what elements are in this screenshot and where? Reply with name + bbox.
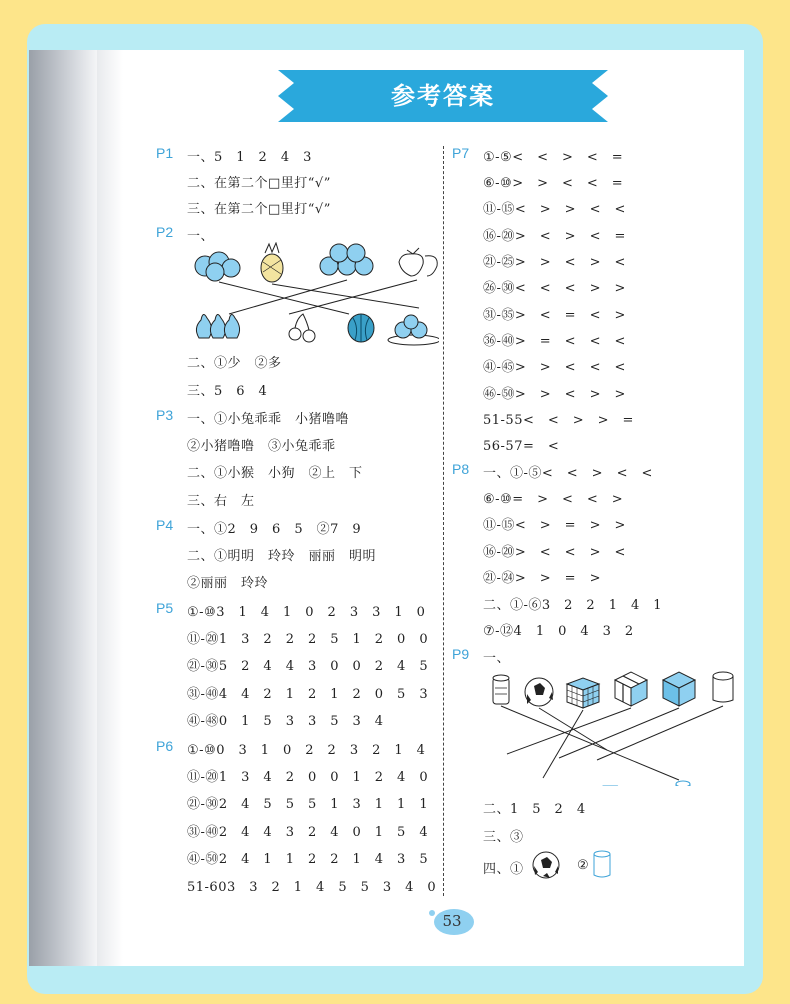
book-spine-highlight (97, 50, 123, 966)
answer-line: ㊻-㊿> > < > > (483, 387, 626, 402)
answer-line: 51-603 3 2 1 4 5 5 3 4 0 (187, 880, 437, 895)
section-label-p6: P6 (156, 738, 174, 754)
answer-line: ㊶-㊺> > < < < (483, 360, 626, 375)
answer-line: 56-57= < (483, 439, 560, 454)
answer-line: ⑥-⑩= > < < > (483, 492, 624, 507)
title-banner (278, 70, 608, 122)
answer-line: ⑥-⑩> > < < = (483, 176, 624, 191)
section-label-p3: P3 (156, 407, 174, 423)
answer-line: ⑯-⑳> < < > < (483, 545, 626, 560)
answer-line: ㊶-㊽0 1 5 3 3 5 3 4 (187, 714, 384, 729)
answer-line: ㉛-㊵4 4 2 1 2 1 2 0 5 3 (187, 687, 429, 702)
answer-line: ㉑-㉚5 2 4 4 3 0 0 2 4 5 (187, 659, 429, 674)
answer-line: ⑪-⑳1 3 4 2 0 0 1 2 4 0 (187, 770, 429, 785)
answer-line: 二、①-⑥3 2 2 1 4 1 (483, 598, 663, 613)
answer-line: 二、①小猴 小狗 ②上 下 (187, 466, 363, 481)
fruit-matching-illustration (189, 242, 439, 346)
answer-line: ②小猪噜噜 ③小兔乖乖 (187, 439, 336, 454)
answer-line: ⑪-⑮< > > < < (483, 202, 626, 217)
section-label-p5: P5 (156, 600, 174, 616)
page-title: 参考答案 (391, 82, 495, 110)
section-label-p8: P8 (452, 461, 470, 477)
football-icon (531, 850, 561, 880)
answer-line: 一、 (483, 651, 511, 666)
answer-line: 三、在第二个□里打“√” (187, 202, 331, 217)
answer-line: ㉖-㉚< < < > > (483, 281, 626, 296)
answer-line: 四、① (483, 862, 524, 877)
answer-line: 二、①少 ②多 (187, 356, 282, 371)
answer-line: ①-⑩0 3 1 0 2 2 3 2 1 4 (187, 743, 426, 758)
section-label-p1: P1 (156, 145, 174, 161)
column-divider (443, 146, 444, 896)
section-label-p9: P9 (452, 646, 470, 662)
answer-line: ⑪-⑮< > = > > (483, 518, 626, 533)
answer-line: ㉑-㉚2 4 5 5 5 1 3 1 1 1 (187, 797, 429, 812)
answer-line: ②丽丽 玲玲 (187, 576, 269, 591)
answer-line: ㊱-㊵> = < < < (483, 334, 626, 349)
answer-line: 一、①-⑤< < > < < (483, 466, 653, 481)
answer-line: ㉑-㉕> > < > < (483, 255, 626, 270)
answer-line: ㊶-㊿2 4 1 1 2 2 1 4 3 5 (187, 852, 429, 867)
answer-line: 二、①明明 玲玲 丽丽 明明 (187, 549, 377, 564)
answer-line: 三、5 6 4 (187, 384, 268, 399)
section-label-p4: P4 (156, 517, 174, 533)
book-spine-shadow (29, 50, 97, 966)
answer-line: ⑦-⑫4 1 0 4 3 2 (483, 624, 634, 639)
book-page (29, 50, 744, 966)
answer-line: ② (577, 858, 590, 873)
answer-line: 一、5 1 2 4 3 (187, 150, 312, 165)
answer-line: 一、①2 9 6 5 ②7 9 (187, 522, 362, 537)
answer-line: 二、在第二个□里打“√” (187, 176, 331, 191)
answer-line: ①-⑤< < > < = (483, 150, 624, 165)
answer-line: ①-⑩3 1 4 1 0 2 3 3 1 0 (187, 605, 426, 620)
answer-line: 三、③ (483, 830, 524, 845)
section-label-p7: P7 (452, 145, 470, 161)
section-label-p2: P2 (156, 224, 174, 240)
answer-line: ㉛-㊵2 4 4 3 2 4 0 1 5 4 (187, 825, 429, 840)
answer-line: 三、右 左 (187, 494, 255, 509)
answer-line: ⑯-⑳> < > < = (483, 229, 626, 244)
answer-line: 一、 (187, 229, 215, 244)
cylinder-icon (591, 850, 613, 880)
answer-line: ⑪-⑳1 3 2 2 2 5 1 2 0 0 (187, 632, 429, 647)
answer-line: ㉛-㉟> < = < > (483, 308, 626, 323)
answer-line: 一、①小兔乖乖 小猪噜噜 (187, 412, 350, 427)
answer-line: ㉑-㉔> > = > (483, 571, 601, 586)
shape-matching-illustration (487, 666, 737, 786)
answer-line: 二、1 5 2 4 (483, 802, 586, 817)
page-number: 53 (442, 912, 462, 930)
answer-line: 51-55< < > > = (483, 413, 634, 428)
